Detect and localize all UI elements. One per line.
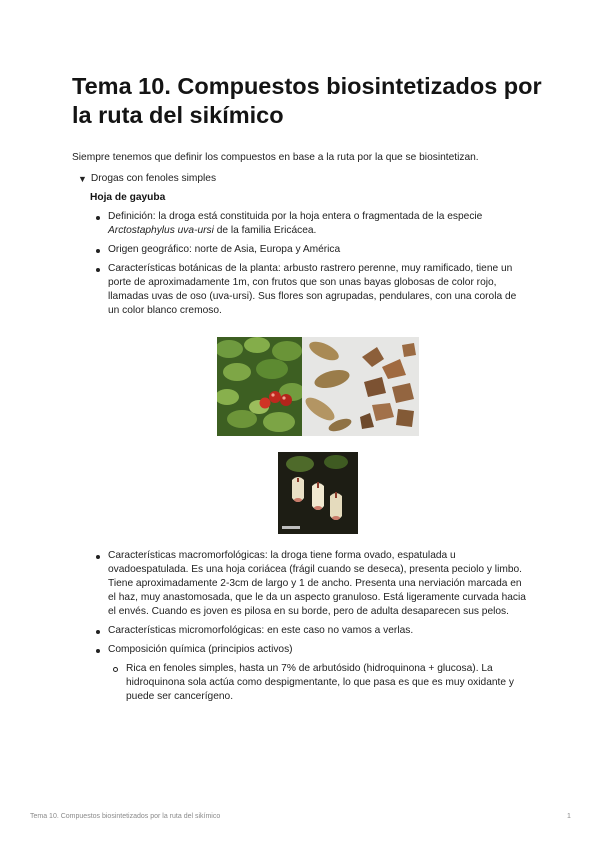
- definicion-text-end: de la familia Ericácea.: [213, 225, 317, 236]
- page-title: Tema 10. Compuestos biosintetizados por la ruta del sikímico: [72, 73, 542, 128]
- bullet-icon: [96, 216, 100, 220]
- sub-list-item-fenoles: [108, 662, 530, 704]
- toggle-label: Drogas con fenoles simples: [90, 173, 217, 184]
- bullet-icon: [96, 555, 100, 559]
- micro-text: Características micromorfológicas: en este caso no vamos a verlas.: [108, 625, 414, 636]
- list-item-composicion: [90, 643, 530, 704]
- bullet-icon: [96, 249, 100, 253]
- bearberry-plant-image: [217, 337, 302, 436]
- page-number: 1: [567, 813, 571, 820]
- list-item-origen: [90, 243, 530, 257]
- list-item-macro: [90, 549, 530, 619]
- definicion-text: Definición: la droga está constituida por la hoja entera o fragmentada de la especie: [108, 211, 483, 222]
- composicion-text: Composición química (principios activos): [108, 644, 293, 655]
- bullet-icon: [96, 268, 100, 272]
- bullet-list-top: [90, 210, 530, 323]
- species-name: Arctostaphylus uva-ursi: [108, 225, 214, 236]
- list-item-definicion: [90, 210, 530, 238]
- bullet-list-bottom: [90, 549, 530, 709]
- footer-title: Tema 10. Compuestos biosintetizados por la ruta del sikímico: [30, 813, 221, 820]
- botanicas-text: Características botánicas de la planta: arbusto rastrero perenne, muy ramificado, tiene un porte de aproximadamente 1m, con frutos que son unas bayas globosas de color rojo, llamadas uvas de oso (uva-ursi). Sus flores son agrupadas, pendulares, con una corola de un color blanco cremoso.: [108, 263, 517, 316]
- triangle-down-icon[interactable]: ▼: [78, 174, 87, 184]
- flowers-image: [278, 452, 358, 534]
- list-item-micro: [90, 624, 530, 638]
- section-heading: Hoja de gayuba: [90, 192, 166, 203]
- origen-text: Origen geográfico: norte de Asia, Europa y América: [108, 244, 341, 255]
- fenoles-text: Rica en fenoles simples, hasta un 7% de arbutósido (hidroquinona + glucosa). La hidroquinona sola actúa como despigmentante, lo que pasa es que es muy oxidante y puede ser cancerígeno.: [126, 663, 514, 702]
- bullet-icon: [96, 630, 100, 634]
- intro-paragraph: Siempre tenemos que definir los compuestos en base a la ruta por la que se biosintetizan.: [72, 152, 479, 163]
- list-item-botanicas: [90, 262, 530, 318]
- bullet-icon: [96, 649, 100, 653]
- macro-text: Características macromorfológicas: la droga tiene forma ovado, espatulada u ovadoespatulada. Es una hoja coriácea (frágil cuando se deseca), presenta peciolo y limbo. Tiene aproximadamente 2-3cm de largo y 1 de ancho. Presenta una nerviación marcada en el haz, muy anastomosada, que le da un aspecto granuloso. Está ligeramente curvada hacia el envés. Cuando es joven es pilosa en su borde, pero de adulta desaparecen sus pelos.: [108, 550, 526, 617]
- toggle-drogas-fenoles[interactable]: [78, 172, 216, 186]
- dried-leaves-image: [302, 337, 419, 436]
- sub-bullet-icon: [113, 667, 118, 672]
